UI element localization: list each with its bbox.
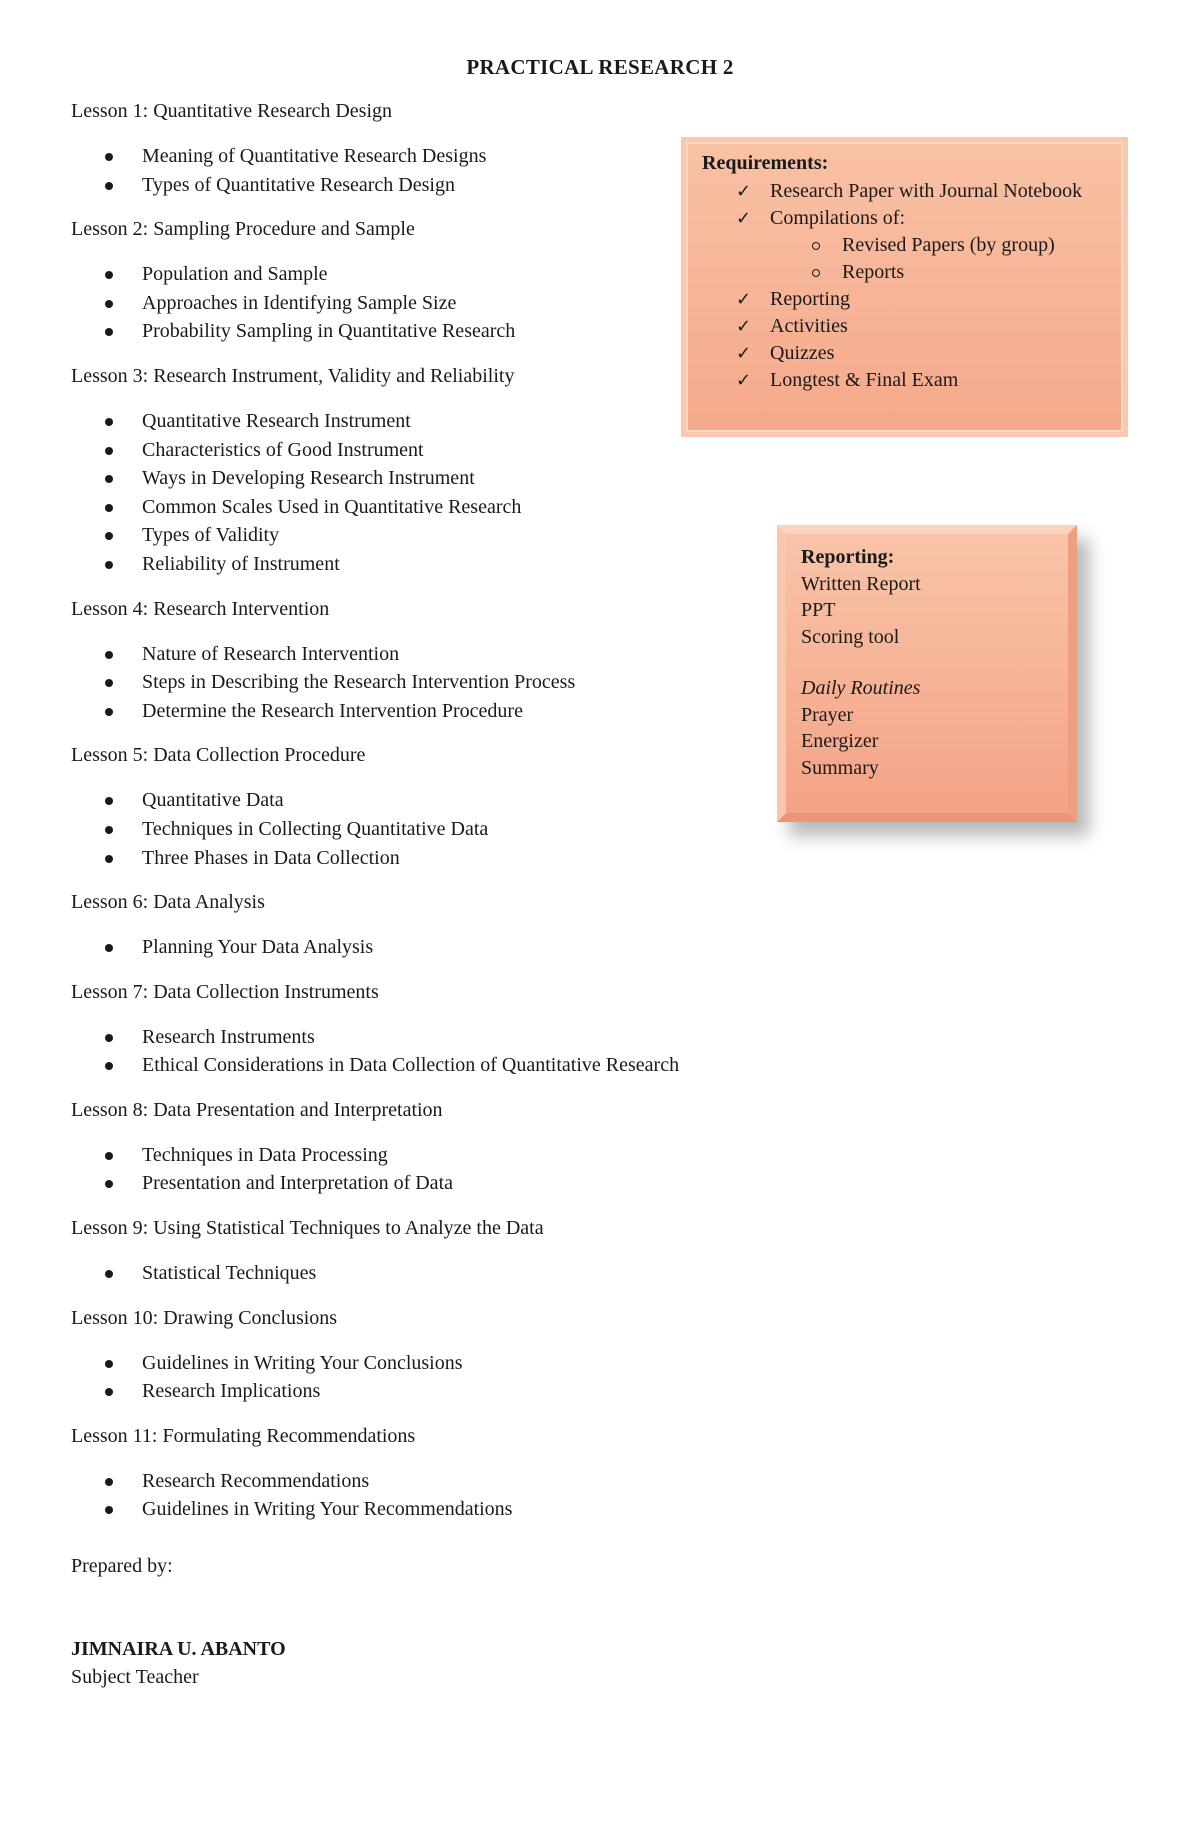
requirement-subitem — [736, 259, 1082, 286]
checkmark-icon: ✓ — [736, 343, 752, 364]
lesson-topics — [71, 1349, 771, 1406]
bullet-icon — [105, 944, 113, 952]
lesson-heading: Lesson 11: Formulating Recommendations — [71, 1424, 416, 1447]
topic-label: Planning Your Data Analysis — [142, 936, 374, 959]
reporting-item: PPT — [801, 599, 836, 621]
prepared-by-label: Prepared by: — [71, 1555, 173, 1577]
topic-label: Common Scales Used in Quantitative Research — [142, 495, 522, 518]
lesson-list — [71, 98, 771, 1541]
bullet-icon — [105, 1388, 113, 1396]
list-item — [71, 260, 771, 289]
requirement-item — [736, 367, 1082, 394]
bullet-icon — [105, 447, 113, 455]
requirements-title: Requirements: — [702, 152, 829, 174]
list-item — [71, 1349, 771, 1378]
bullet-icon — [105, 1180, 113, 1188]
topic-label: Statistical Techniques — [142, 1262, 317, 1285]
lesson-topics — [71, 1023, 771, 1080]
topic-label: Population and Sample — [142, 263, 328, 286]
list-item — [71, 786, 771, 815]
list-item — [71, 407, 771, 436]
bullet-icon — [105, 1270, 113, 1278]
requirement-item — [736, 205, 1082, 232]
bullet-icon — [105, 1062, 113, 1070]
routine-item: Prayer — [801, 703, 854, 726]
lesson-heading: Lesson 5: Data Collection Procedure — [71, 744, 366, 767]
lesson-heading: Lesson 7: Data Collection Instruments — [71, 980, 379, 1003]
checkmark-icon: ✓ — [736, 370, 752, 391]
topic-label: Steps in Describing the Research Intervention Process — [142, 671, 576, 694]
bullet-icon — [105, 1478, 113, 1486]
topic-label: Quantitative Research Instrument — [142, 409, 411, 432]
list-item — [71, 289, 771, 318]
topic-label: Three Phases in Data Collection — [142, 846, 400, 869]
topic-label: Guidelines in Writing Your Conclusions — [142, 1351, 463, 1374]
bullet-icon — [105, 651, 113, 659]
lesson-topics — [71, 640, 771, 726]
list-item — [71, 317, 771, 346]
bullet-icon — [105, 1360, 113, 1368]
lesson-topics — [71, 1259, 771, 1288]
lesson-topics — [71, 1467, 771, 1524]
routine-item: Summary — [801, 756, 879, 779]
bullet-icon — [105, 300, 113, 308]
lesson-heading: Lesson 2: Sampling Procedure and Sample — [71, 218, 415, 241]
topic-label: Characteristics of Good Instrument — [142, 438, 424, 461]
requirement-label: Compilations of: — [770, 207, 905, 229]
bullet-icon — [105, 418, 113, 426]
bullet-icon — [105, 504, 113, 512]
reporting-item: Written Report — [801, 572, 921, 595]
requirement-subitem — [736, 232, 1082, 259]
checkmark-icon: ✓ — [736, 316, 752, 337]
spacer — [801, 650, 921, 675]
bullet-icon — [105, 1506, 113, 1514]
topic-label: Research Recommendations — [142, 1469, 370, 1492]
reporting-box — [777, 525, 1077, 822]
teacher-name: JIMNAIRA U. ABANTO — [71, 1638, 286, 1660]
list-item — [71, 933, 771, 962]
topic-label: Research Implications — [142, 1380, 321, 1403]
list-item — [71, 668, 771, 697]
bullet-icon — [105, 826, 113, 834]
lesson-heading: Lesson 6: Data Analysis — [71, 891, 265, 914]
list-item — [71, 1259, 771, 1288]
topic-label: Presentation and Interpretation of Data — [142, 1172, 453, 1195]
requirements-box — [681, 137, 1128, 437]
checkmark-icon: ✓ — [736, 181, 752, 202]
lesson-heading: Lesson 4: Research Intervention — [71, 597, 330, 620]
list-item — [71, 1467, 771, 1496]
list-item — [71, 1051, 771, 1080]
topic-label: Ethical Considerations in Data Collection of Quantitative Research — [142, 1054, 680, 1077]
lesson-heading: Lesson 3: Research Instrument, Validity and Reliability — [71, 364, 515, 387]
lesson-heading: Lesson 1: Quantitative Research Design — [71, 100, 393, 122]
requirement-label: Reporting — [770, 288, 850, 310]
bullet-icon — [105, 679, 113, 687]
topic-label: Ways in Developing Research Instrument — [142, 467, 475, 490]
lesson-topics — [71, 933, 771, 962]
topic-label: Types of Validity — [142, 524, 280, 547]
topic-label: Probability Sampling in Quantitative Research — [142, 320, 516, 343]
requirement-subitem-label: Revised Papers (by group) — [842, 234, 1055, 256]
requirement-label: Activities — [770, 315, 848, 337]
list-item — [71, 1495, 771, 1524]
list-item — [71, 550, 771, 579]
requirement-label: Longtest & Final Exam — [770, 369, 959, 391]
list-item — [71, 697, 771, 726]
list-item — [71, 1141, 771, 1170]
requirement-label: Research Paper with Journal Notebook — [770, 180, 1083, 202]
requirement-item — [736, 313, 1082, 340]
list-item — [71, 1169, 771, 1198]
lesson-topics — [71, 260, 771, 346]
requirement-item — [736, 178, 1082, 205]
topic-label: Meaning of Quantitative Research Designs — [142, 145, 487, 167]
topic-label: Determine the Research Intervention Procedure — [142, 699, 523, 722]
topic-label: Research Instruments — [142, 1025, 315, 1048]
bullet-icon — [105, 797, 113, 805]
lesson-heading: Lesson 8: Data Presentation and Interpretation — [71, 1098, 443, 1121]
list-item — [71, 815, 771, 844]
bullet-icon — [105, 1152, 113, 1160]
lesson-topics — [71, 1141, 771, 1198]
list-item — [71, 1377, 771, 1406]
bullet-icon — [105, 708, 113, 716]
lesson-heading: Lesson 9: Using Statistical Techniques to Analyze the Data — [71, 1217, 544, 1240]
requirement-item — [736, 286, 1082, 313]
lesson-topics — [71, 407, 771, 579]
teacher-role: Subject Teacher — [71, 1666, 199, 1688]
reporting-item: Scoring tool — [801, 625, 900, 648]
requirement-subitem-label: Reports — [842, 261, 905, 283]
page-title: PRACTICAL RESEARCH 2 — [466, 55, 734, 79]
bullet-icon — [105, 328, 113, 336]
topic-label: Reliability of Instrument — [142, 552, 340, 575]
topic-label: Quantitative Data — [142, 789, 284, 812]
topic-label: Types of Quantitative Research Design — [142, 173, 455, 196]
circle-bullet-icon — [812, 242, 820, 250]
lesson-heading: Lesson 10: Drawing Conclusions — [71, 1306, 338, 1329]
circle-bullet-icon — [812, 269, 820, 277]
topic-label: Approaches in Identifying Sample Size — [142, 291, 457, 314]
bullet-icon — [105, 153, 113, 161]
reporting-content — [801, 544, 921, 781]
bullet-icon — [105, 271, 113, 279]
requirement-item — [736, 340, 1082, 367]
list-item — [71, 493, 771, 522]
daily-routines-title: Daily Routines — [801, 677, 921, 699]
topic-label: Techniques in Data Processing — [142, 1143, 388, 1166]
list-item — [71, 464, 771, 493]
checkmark-icon: ✓ — [736, 289, 752, 310]
topic-label: Techniques in Collecting Quantitative Data — [142, 817, 489, 840]
list-item — [71, 142, 771, 171]
lesson-topics — [71, 786, 771, 872]
bullet-icon — [105, 182, 113, 190]
bullet-icon — [105, 855, 113, 863]
topic-label: Guidelines in Writing Your Recommendations — [142, 1498, 513, 1521]
list-item — [71, 844, 771, 873]
lesson-topics — [71, 142, 771, 199]
requirement-label: Quizzes — [770, 342, 835, 364]
bullet-icon — [105, 561, 113, 569]
bullet-icon — [105, 475, 113, 483]
topic-label: Nature of Research Intervention — [142, 642, 400, 665]
reporting-title: Reporting: — [801, 546, 895, 568]
list-item — [71, 1023, 771, 1052]
routine-item: Energizer — [801, 730, 879, 752]
checkmark-icon: ✓ — [736, 208, 752, 229]
list-item — [71, 171, 771, 200]
requirements-list — [736, 178, 1082, 394]
list-item — [71, 436, 771, 465]
list-item — [71, 640, 771, 669]
bullet-icon — [105, 1034, 113, 1042]
bullet-icon — [105, 532, 113, 540]
list-item — [71, 521, 771, 550]
